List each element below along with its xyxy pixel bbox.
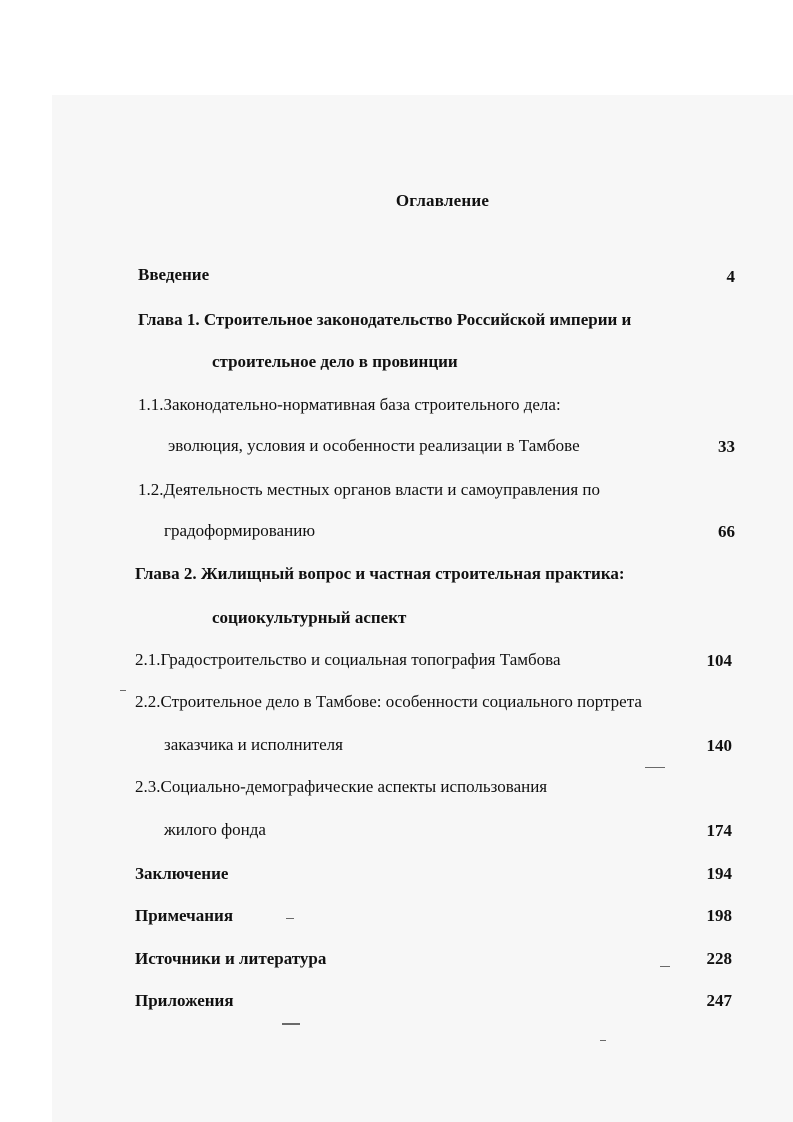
toc-page-1-1: 33 [718, 437, 735, 456]
scan-speck [660, 966, 670, 967]
toc-chapter-1-line-2: строительное дело в провинции [212, 352, 458, 371]
toc-page-conclusion: 194 [706, 864, 732, 883]
toc-section-2-2-line-2: заказчика и исполнителя [164, 735, 343, 754]
toc-entry-sources: Источники и литература [135, 949, 327, 968]
toc-chapter-2-line-1: Глава 2. Жилищный вопрос и частная строительная практика: [135, 564, 625, 583]
toc-page-2-1: 104 [706, 651, 732, 670]
toc-section-1-2-line-2: градоформированию [164, 521, 316, 540]
toc-chapter-1-line-1: Глава 1. Строительное законодательство Российской империи и [138, 310, 632, 329]
scan-speck [645, 767, 665, 768]
toc-page-intro: 4 [726, 267, 735, 286]
scan-speck [120, 690, 126, 691]
toc-chapter-2-line-2: социокультурный аспект [212, 608, 407, 627]
toc-section-1-1-line-1: 1.1.Законодательно-нормативная база строительного дела: [138, 395, 561, 414]
scan-speck [600, 1040, 606, 1041]
toc-entry-appendices: Приложения [135, 991, 234, 1010]
toc-entry-conclusion: Заключение [135, 864, 229, 883]
toc-page-2-2: 140 [706, 736, 732, 755]
toc-page-sources: 228 [706, 949, 732, 968]
scan-speck [282, 1023, 300, 1025]
scan-speck [286, 918, 294, 919]
toc-section-1-1-line-2: эволюция, условия и особенности реализации в Тамбове [168, 436, 580, 455]
toc-section-2-1: 2.1.Градостроительство и социальная топография Тамбова [135, 650, 561, 669]
toc-section-2-2-line-1: 2.2.Строительное дело в Тамбове: особенности социального портрета [135, 692, 642, 711]
toc-section-2-3-line-1: 2.3.Социально-демографические аспекты использования [135, 777, 548, 796]
toc-page-2-3: 174 [706, 821, 732, 840]
toc-page-notes: 198 [706, 906, 732, 925]
toc-entry-intro: Введение [138, 265, 210, 284]
toc-section-1-2-line-1: 1.2.Деятельность местных органов власти и самоуправления по [138, 480, 600, 499]
toc-title: Оглавление [395, 191, 490, 210]
toc-entry-notes: Примечания [135, 906, 234, 925]
toc-page-appendices: 247 [706, 991, 732, 1010]
toc-section-2-3-line-2: жилого фонда [164, 820, 266, 839]
toc-page-1-2: 66 [718, 522, 735, 541]
